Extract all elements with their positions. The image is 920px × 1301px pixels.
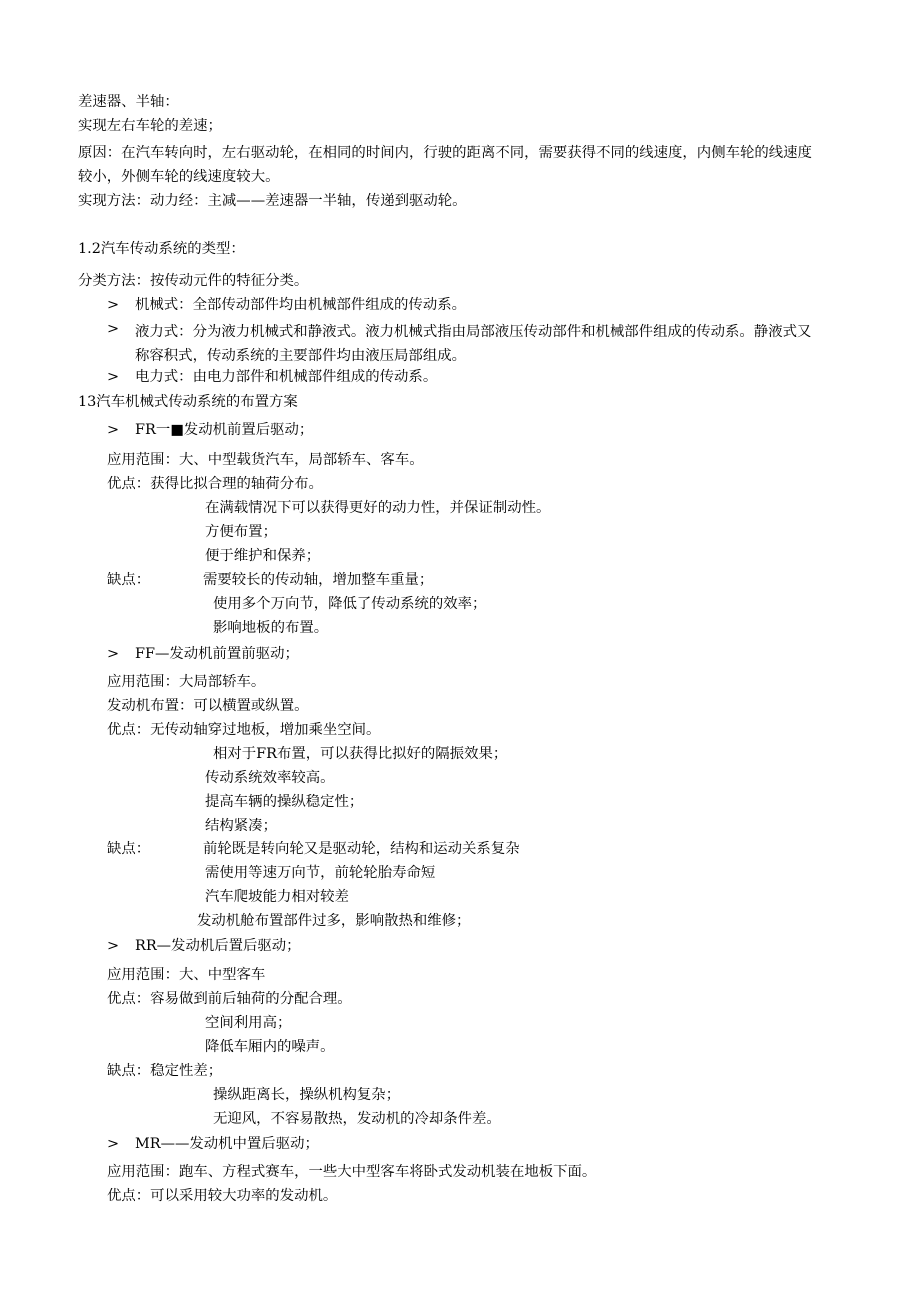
ff-disadvantages-label: 缺点： (107, 841, 151, 857)
ff-title-text: FF—发动机前置前驱动； (135, 646, 299, 662)
type-item-electric (107, 368, 437, 386)
bullet-marker: > (107, 646, 120, 662)
classification-method: 分类方法：按传动元件的特征分类。 (78, 273, 309, 289)
type-item-hydraulic: 液力式：分为液力机械式和静液式。液力机械式指由局部液压传动部件和机械部件组成的传动系。静液式又称容积式，传动系统的主要部件均由液压局部组成。 (135, 324, 812, 364)
fr-advantage: 便于维护和保养； (205, 548, 321, 564)
bullet-marker: > (107, 422, 120, 438)
ff-advantage: 提高车辆的操纵稳定性； (205, 794, 364, 810)
mr-scope: 应用范围：跑车、方程式赛车，一些大中型客车将卧式发动机装在地板下面。 (107, 1164, 597, 1180)
diff-heading: 差速器、半轴： (78, 94, 179, 110)
ff-disadvantage: 前轮既是转向轮又是驱动轮，结构和运动关系复杂 (203, 841, 520, 857)
type-item-text: 机械式：全部传动部件均由机械部件组成的传动系。 (135, 297, 466, 313)
bullet-marker: > (107, 1136, 120, 1152)
bullet-marker: > (107, 321, 120, 337)
rr-title (107, 937, 301, 955)
ff-disadvantage: 汽车爬坡能力相对较差 (205, 889, 349, 905)
fr-disadvantage: 影响地板的布置。 (213, 620, 329, 636)
rr-disadvantage: 操纵距离长，操纵机构复杂； (213, 1087, 401, 1103)
ff-disadvantage: 发动机舱布置部件过多，影响散热和维修； (197, 913, 471, 929)
diff-purpose: 实现左右车轮的差速； (78, 118, 222, 134)
mr-advantages-label: 优点：可以采用较大功率的发动机。 (107, 1188, 338, 1204)
fr-scope: 应用范围：大、中型载货汽车，局部轿车、客车。 (107, 452, 424, 468)
ff-advantage: 相对于FR布置，可以获得比拟好的隔振效果； (213, 746, 508, 762)
type-item-mechanical (107, 296, 466, 314)
ff-layout: 发动机布置：可以横置或纵置。 (107, 698, 309, 714)
mr-title-text: MR——发动机中置后驱动； (135, 1136, 319, 1152)
rr-scope: 应用范围：大、中型客车 (107, 967, 266, 983)
fr-disadvantages-label: 缺点： (107, 572, 151, 588)
ff-advantages-label: 优点：无传动轴穿过地板，增加乘坐空间。 (107, 722, 381, 738)
fr-title (107, 421, 313, 439)
section-1-2-heading: 1.2汽车传动系统的类型： (78, 241, 245, 257)
ff-disadvantage: 需使用等速万向节，前轮轮胎寿命短 (205, 865, 436, 881)
diff-method: 实现方法：动力经：主减——差速器一半轴，传递到驱动轮。 (78, 193, 467, 209)
ff-title (107, 645, 299, 663)
type-item-text: 电力式：由电力部件和机械部件组成的传动系。 (135, 369, 438, 385)
section-1-3-heading: 13汽车机械式传动系统的布置方案 (78, 394, 298, 410)
fr-disadvantage: 使用多个万向节，降低了传动系统的效率； (213, 596, 487, 612)
mr-title (107, 1135, 319, 1153)
ff-advantage: 结构紧凑； (205, 818, 277, 834)
bullet-marker: > (107, 938, 120, 954)
fr-advantage: 在满载情况下可以获得更好的动力性，并保证制动性。 (205, 500, 551, 516)
ff-advantage: 传动系统效率较高。 (205, 770, 335, 786)
bullet-marker: > (107, 369, 120, 385)
rr-advantages-label: 优点：容易做到前后轴荷的分配合理。 (107, 991, 352, 1007)
rr-advantage: 降低车厢内的噪声。 (205, 1039, 335, 1055)
fr-advantage: 方便布置； (205, 524, 277, 540)
ff-scope: 应用范围：大局部轿车。 (107, 674, 266, 690)
bullet-marker: > (107, 297, 120, 313)
diff-reason: 原因：在汽车转向时，左右驱动轮，在相同的时间内，行驶的距离不同，需要获得不同的线速度，内侧车轮的线速度较小，外侧车轮的线速度较大。 (78, 145, 812, 185)
fr-title-text: FR一■发动机前置后驱动； (135, 422, 314, 438)
rr-advantage: 空间利用高； (205, 1015, 292, 1031)
type-item-hydraulic-marker (107, 320, 135, 338)
fr-advantages-label: 优点：获得比拟合理的轴荷分布。 (107, 476, 323, 492)
fr-disadvantage: 需要较长的传动轴，增加整车重量； (203, 572, 434, 588)
rr-title-text: RR—发动机后置后驱动； (135, 938, 301, 954)
rr-disadvantage: 无迎风，不容易散热，发动机的冷却条件差。 (213, 1111, 501, 1127)
rr-disadvantages-label: 缺点：稳定性差； (107, 1063, 223, 1079)
